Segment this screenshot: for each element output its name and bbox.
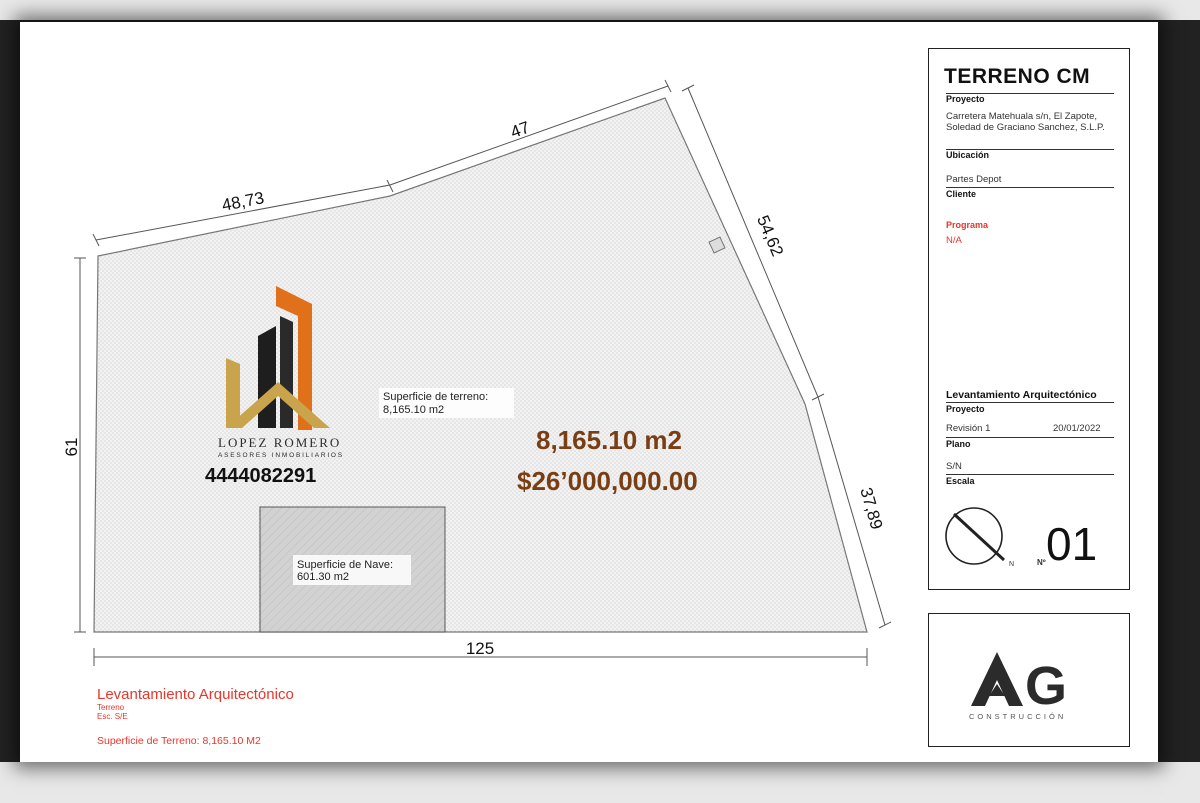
realtor-phone: 4444082291 <box>205 465 317 487</box>
sheet-prefix: Nº <box>1037 558 1046 567</box>
realtor-name: LOPEZ ROMERO <box>218 435 342 450</box>
company-logo-letter: G <box>1025 656 1068 716</box>
dim-bottom: 125 <box>465 639 495 658</box>
escala-label: Escala <box>946 476 975 486</box>
warehouse-label: Superficie de Nave: <box>297 559 393 571</box>
address: Carretera Matehuala s/n, El Zapote, Soledad de Graciano Sanchez, S.L.P. <box>946 111 1105 133</box>
company-logo-box <box>928 613 1130 747</box>
notes-sub2: Esc. S/E <box>97 712 128 721</box>
proyecto2-label: Proyecto <box>946 404 985 414</box>
headline-price: $26’000,000.00 <box>517 466 698 496</box>
bottom-notes <box>97 686 294 747</box>
scale-value: S/N <box>946 461 962 472</box>
land-surface-value: 8,165.10 m2 <box>383 404 445 416</box>
revision-date: 20/01/2022 <box>1053 423 1101 434</box>
drawing-title: Levantamiento Arquitectónico <box>946 389 1097 401</box>
land-surface-label: Superficie de terreno: <box>383 391 489 403</box>
north-label: N <box>1009 561 1015 568</box>
plano-label: Plano <box>946 439 971 449</box>
notes-title: Levantamiento Arquitectónico <box>97 686 294 703</box>
programa-value: N/A <box>946 235 962 246</box>
dim-top-left: 48,73 <box>220 188 266 215</box>
dim-left: 61 <box>62 437 81 457</box>
notes-sub1: Terreno <box>97 703 125 712</box>
headline-area: 8,165.10 m2 <box>536 425 683 455</box>
programa-label: Programa <box>946 220 989 230</box>
company-logo-icon <box>929 614 1129 746</box>
dim-right-lower: 37,89 <box>856 485 887 532</box>
proyecto-label: Proyecto <box>946 94 985 104</box>
ubicacion-label: Ubicación <box>946 150 990 160</box>
realtor-tagline: ASESORES INMOBILIARIOS <box>218 452 344 459</box>
company-name: CONSTRUCCIÓN <box>969 712 1067 721</box>
client: Partes Depot <box>946 174 1002 185</box>
dim-right-upper: 54,62 <box>753 212 788 260</box>
warehouse-value: 601.30 m2 <box>297 571 349 583</box>
project-title: TERRENO CM <box>944 65 1091 88</box>
cliente-label: Cliente <box>946 189 977 199</box>
title-block <box>928 48 1130 590</box>
sheet-number: 01 <box>1046 518 1098 570</box>
revision: Revisión 1 <box>946 423 991 434</box>
notes-area: Superficie de Terreno: 8,165.10 M2 <box>97 735 261 747</box>
lot-outline <box>94 98 867 632</box>
dim-top-right: 47 <box>507 117 533 142</box>
